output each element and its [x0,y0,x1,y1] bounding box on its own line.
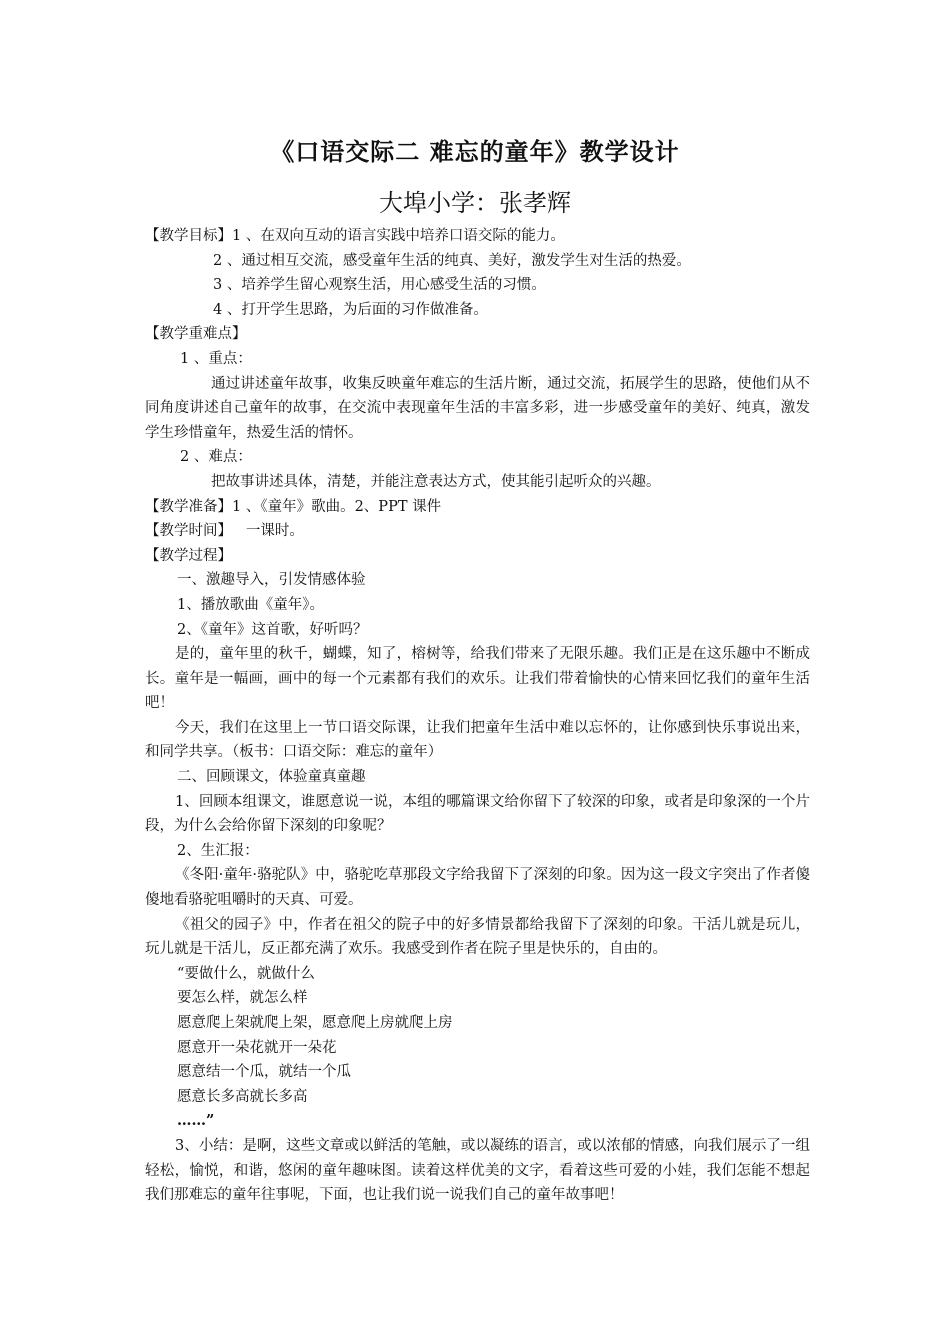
poem-line: 愿意开一朵花就开一朵花 [177,1039,337,1056]
section2-paragraph: 1、回顾本组课文，谁愿意说一说，本组的哪篇课文给你留下了较深的印象，或者是印象深的一个片段，为什么会给你留下深刻的印象呢？ [145,793,810,835]
keypoints-heading: 【教学重难点】 [145,326,247,343]
section1-paragraph: 1、播放歌曲《童年》。 [177,596,324,613]
process-heading: 【教学过程】 [145,547,232,564]
key-text: 通过讲述童年故事，收集反映童年难忘的生活片断，通过交流，拓展学生的思路，使他们从不同角度讲述自己童年的故事，在交流中表现童年生活的丰富多彩，进一步感受童年的美好、纯真，激发学生珍惜童年，热爱生活的情怀。 [145,375,810,441]
time-text: 一课时。 [245,523,304,540]
poem-line: 愿意爬上架就爬上架，愿意爬上房就爬上房 [177,1015,453,1031]
section1-paragraph: 2、《童年》这首歌，好听吗？ [177,621,368,638]
document-body [145,224,810,1208]
poem-line: “要做什么，就做什么 [177,965,315,982]
difficulty-text: 把故事讲述具体，清楚，并能注意表达方式，使其能引起听众的兴趣。 [211,473,661,490]
key-label: 1 、重点： [180,350,252,367]
time-line [145,519,810,544]
section1-paragraph: 今天，我们在这里上一节口语交际课，让我们把童年生活中难以忘怀的，让你感到快乐事说出来，和同学共享。（板书：口语交际：难忘的童年） [145,719,810,761]
goal-item: 4 、打开学生思路，为后面的习作做准备。 [213,301,488,318]
section2-summary: 3、小结：是啊，这些文章或以鲜活的笔触，或以凝练的语言，或以浓郁的情感，向我们展示了一组轻松，愉悦，和谐，悠闲的童年趣味图。读着这样优美的文字，看着这些可爱的小娃，我们怎能不想起我们那难忘的童年往事呢，下面，也让我们说一说我们自己的童年故事吧！ [145,1137,810,1204]
goal-item: 2 、通过相互交流，感受童年生活的纯真、美好，激发学生对生活的热爱。 [213,252,691,269]
poem-line: ……” [177,1112,215,1130]
goals-line-1 [145,224,810,249]
goals-heading: 【教学目标】 [145,228,232,244]
section2-paragraph: 2、生汇报： [177,842,259,859]
section2-paragraph: 《冬阳·童年·骆驼队》中，骆驼吃草那段文字给我留下了深刻的印象。因为这一段文字突出了作者傻傻地看骆驼咀嚼时的天真、可爱。 [145,867,810,909]
document-title: 《口语交际二 难忘的童年》教学设计 [270,137,680,166]
difficulty-label: 2 、难点： [180,449,252,466]
poem-line: 要怎么样，就怎么样 [177,990,308,1007]
preparation-heading: 【教学准备】 [145,498,232,515]
time-heading: 【教学时间】 [145,523,232,540]
section2-title: 二、回顾课文，体验童真童趣 [177,769,366,786]
preparation-text: 1 、《童年》歌曲。2、PPT 课件 [232,498,442,515]
poem-line: 愿意结一个瓜，就结一个瓜 [177,1064,351,1081]
section1-title: 一、激趣导入，引发情感体验 [177,572,366,589]
preparation-line [145,495,810,520]
goal-item: 1 、在双向互动的语言实践中培养口语交际的能力。 [232,228,565,244]
section1-paragraph: 是的，童年里的秋千，蝴蝶，知了，榕树等，给我们带来了无限乐趣。我们正是在这乐趣中不断成长。童年是一幅画，画中的每一个元素都有我们的欢乐。让我们带着愉快的心情来回忆我们的童年生活吧！ [145,646,810,712]
poem-line: 愿意长多高就长多高 [177,1088,308,1105]
document-author: 大埠小学：张孝辉 [379,189,571,217]
section2-paragraph: 《祖父的园子》中，作者在祖父的院子中的好多情景都给我留下了深刻的印象。干活儿就是玩儿，玩儿就是干活儿，反正都充满了欢乐。我感受到作者在院子里是快乐的，自由的。 [145,916,810,958]
goal-item: 3 、培养学生留心观察生活，用心感受生活的习惯。 [213,277,546,294]
